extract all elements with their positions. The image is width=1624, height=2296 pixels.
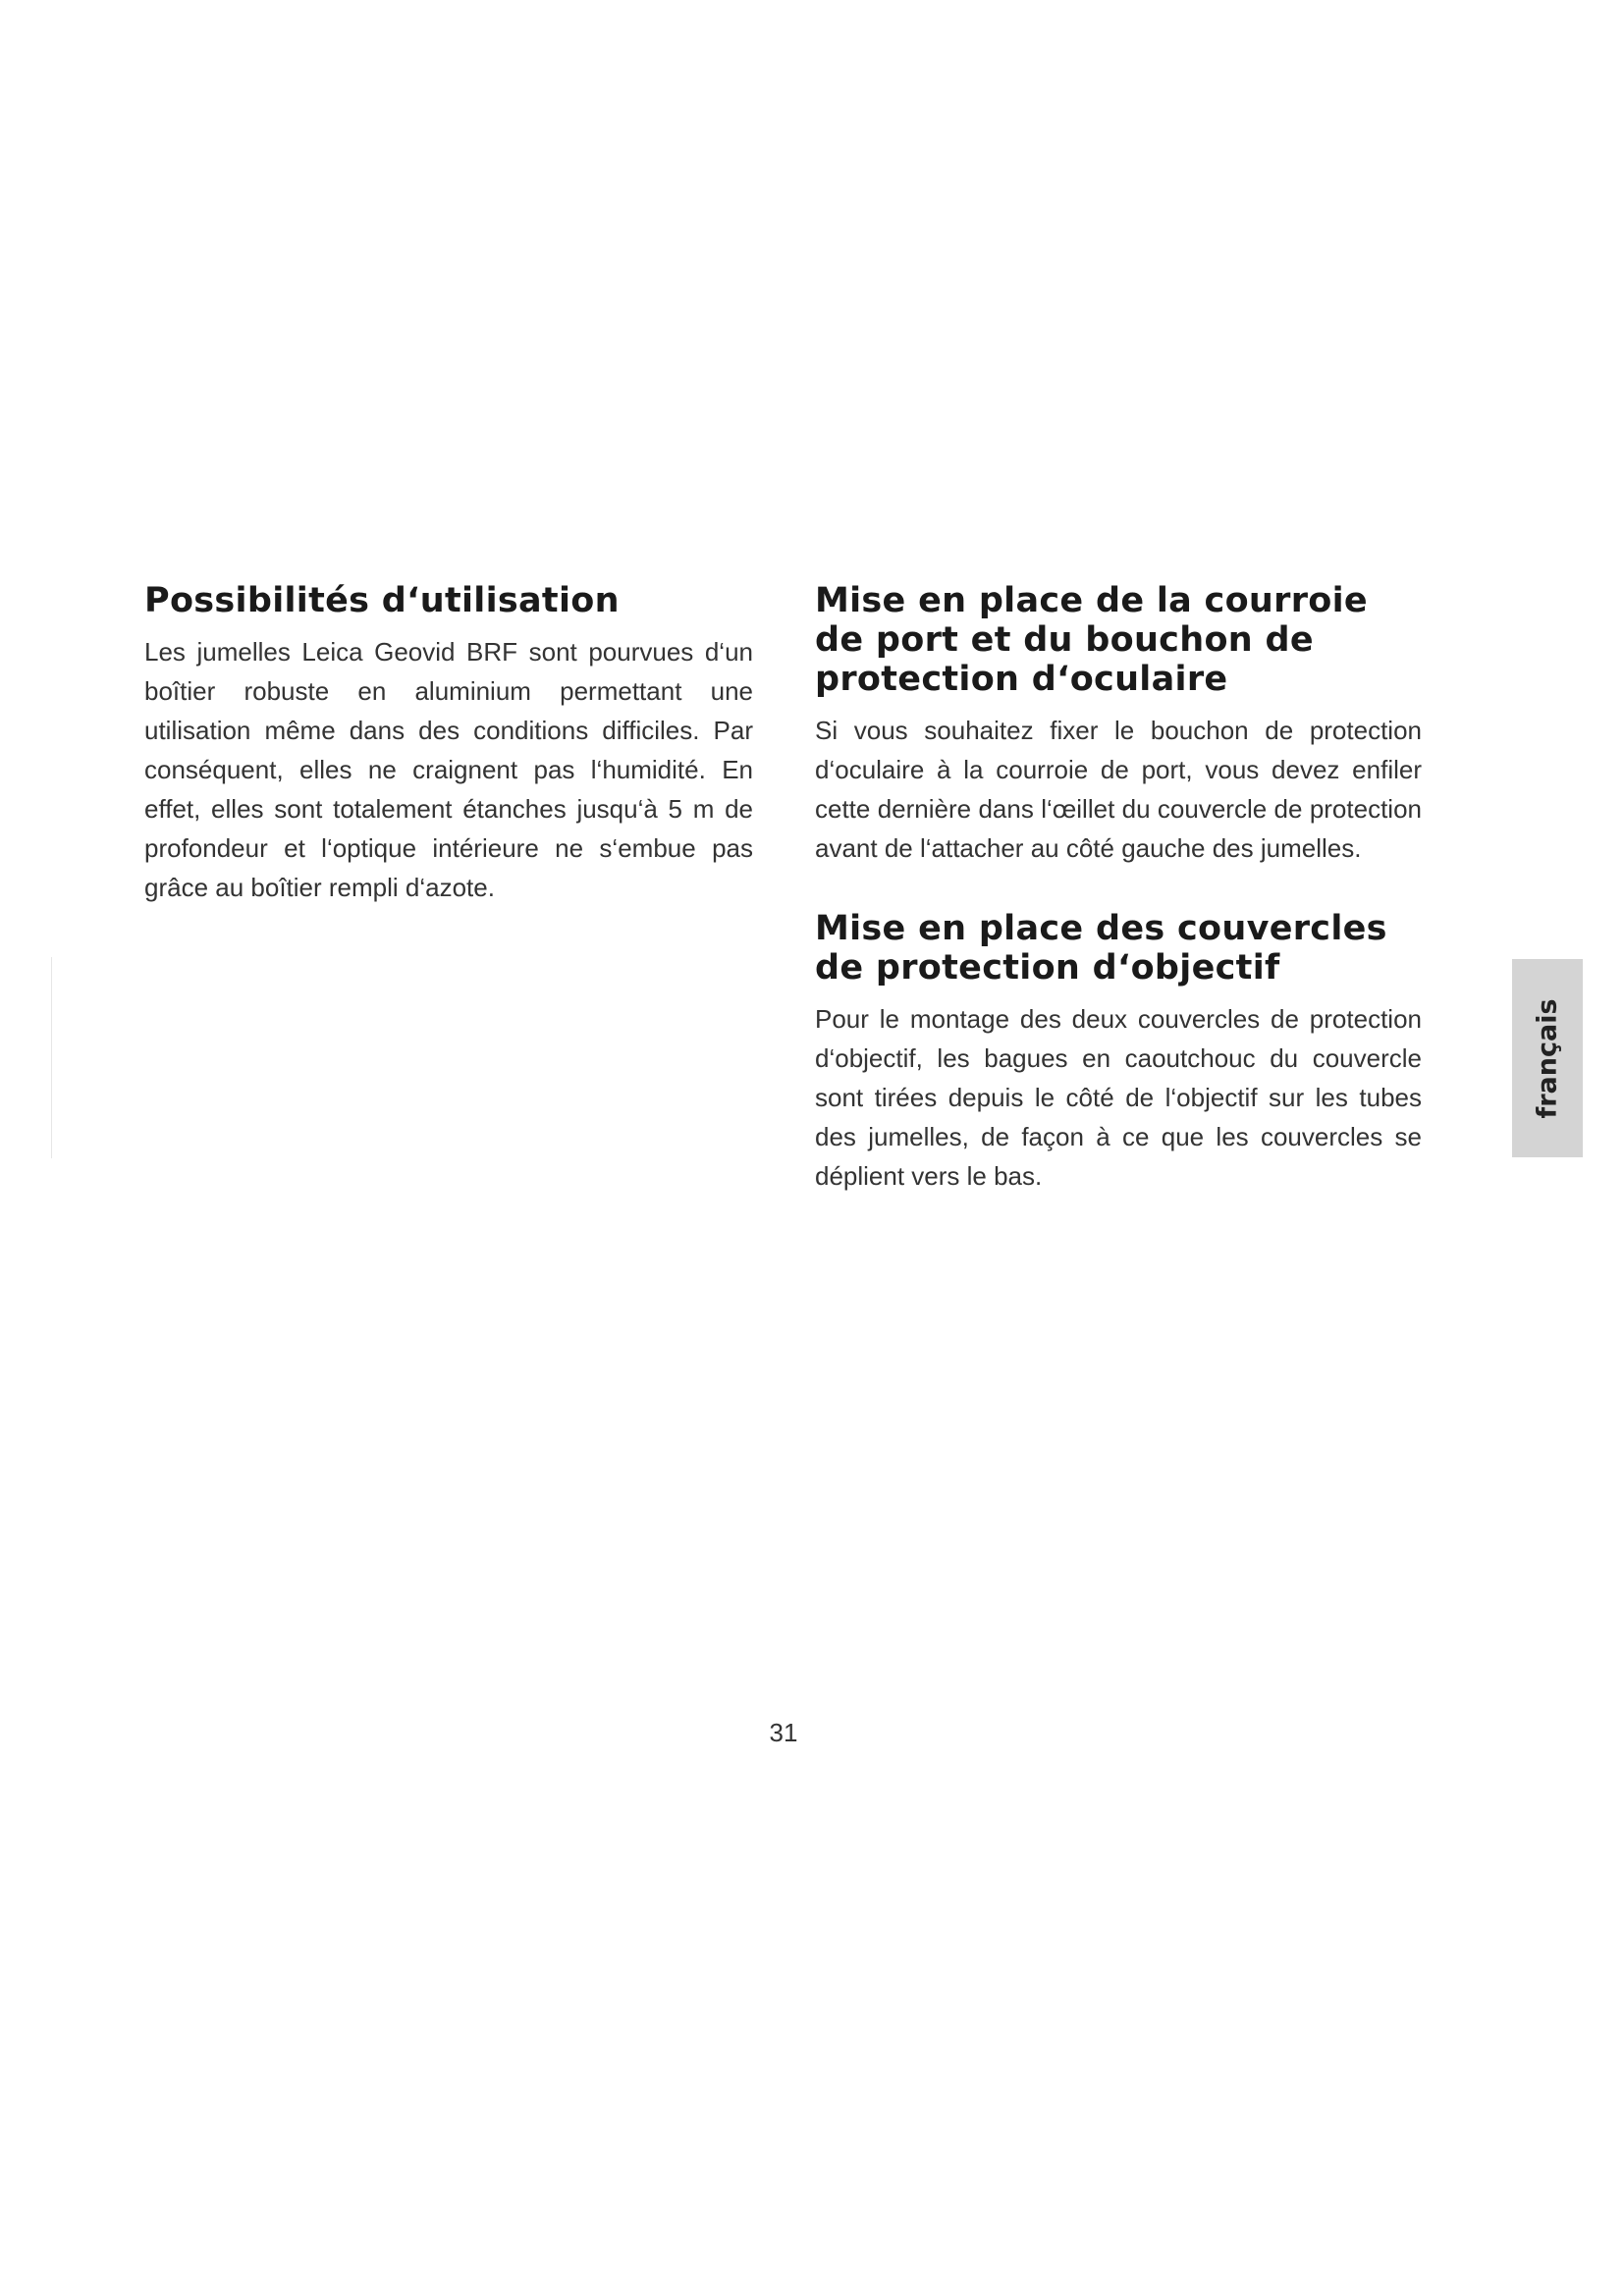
section-lens-covers [815,909,1422,1196]
page-number: 31 [769,1718,798,1747]
page-edge-mark [51,957,52,1158]
right-column [815,581,1422,1237]
language-tab [1512,959,1583,1157]
section-lens-covers-title: Mise en place des couvercles de protection d‘objectif [815,909,1387,988]
section-usage-body: Les jumelles Leica Geovid BRF sont pourvues d‘un boîtier robuste en aluminium permettant une utilisation même dans des conditions difficiles. Par conséquent, elles ne craignent pas l‘humidité. En effet, elles sont totalement étanches jusqu‘à 5 m de profondeur et l‘optique intérieure ne s‘embue pas grâce au boîtier rempli d‘azote. [144,637,753,902]
section-lens-covers-body: Pour le montage des deux couvercles de protection d‘objectif, les bagues en caoutchouc du couvercle sont tirées depuis le côté de l‘objectif sur les tubes des jumelles, de façon à ce que les couvercles se déplient vers le bas. [815,1004,1422,1191]
section-strap [815,581,1422,868]
left-column [144,581,753,948]
section-strap-title: Mise en place de la courroie de port et du bouchon de protection d‘oculaire [815,581,1368,699]
section-usage [144,581,753,907]
language-tab-label: français [1532,997,1563,1119]
section-strap-body: Si vous souhaitez fixer le bouchon de protection d‘oculaire à la courroie de port, vous devez enfiler cette dernière dans l‘œillet du couvercle de protection avant de l‘attacher au côté gauche des jumelles. [815,716,1422,863]
section-usage-title: Possibilités d‘utilisation [144,581,620,620]
